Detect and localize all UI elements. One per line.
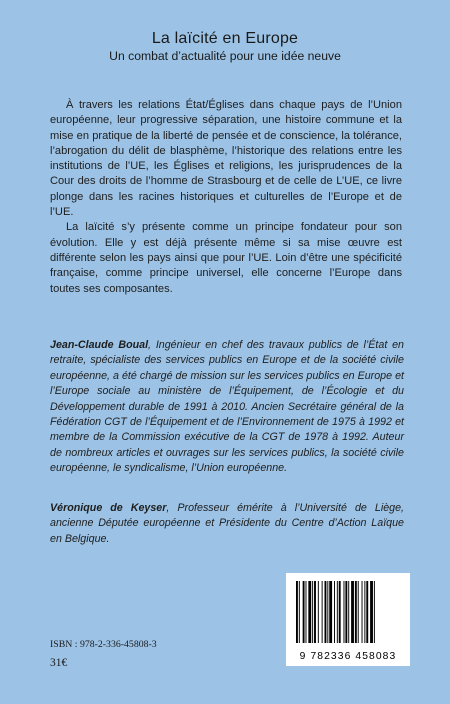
barcode-bar [296, 581, 298, 643]
barcode-bar [351, 581, 354, 643]
barcode-bar [374, 581, 375, 643]
author-name: Véronique de Keyser [50, 502, 167, 514]
book-title: La laïcité en Europe [151, 30, 299, 47]
barcode-bar [303, 581, 305, 643]
barcode-bar [344, 581, 345, 643]
price-label: 31€ [50, 657, 68, 669]
barcode-bar [358, 581, 359, 643]
barcode-bar [318, 581, 319, 643]
author-bio-boual [50, 338, 404, 477]
barcode-bar [345, 581, 347, 643]
barcode-bar [339, 581, 341, 643]
barcode-bar [312, 581, 313, 643]
barcode-bar [370, 581, 373, 643]
barcode-bar [314, 581, 316, 643]
barcode-bar [327, 581, 328, 643]
isbn-label: ISBN : 978-2-336-45808-3 [50, 639, 157, 650]
author-description: , Ingénieur en chef des travaux publics de l’État en retraite, spécialiste des services publics en Europe et de la société civile européenne, a été chargé de mission sur les services publics en Europe et l’Europe sociale au ministère de l’Équipement, de l’Écologie et du Développement durable de 1991 à 2010. Ancien Secrétaire général de la Fédération CGT de l’Équipement et de l’Environnement de 1975 à 1992 et membre de la Commission exécutive de la CGT de 1978 à 1992. Auteur de nombreux articles et ouvrages sur les services publics, la société civile européenne, le syndicalisme, l’Union européenne. [50, 339, 404, 475]
author-name: Jean-Claude Boual [50, 339, 149, 351]
barcode-bar [299, 581, 300, 643]
barcode-bar [366, 581, 368, 643]
barcode-bar [364, 581, 365, 643]
barcode-bar [306, 581, 307, 643]
barcode [286, 573, 410, 666]
barcode-bar [329, 581, 332, 643]
book-blurb [50, 98, 402, 297]
barcode-bar [348, 581, 349, 643]
book-subtitle: Un combat d’actualité pour une idée neuve [109, 49, 341, 63]
blurb-paragraph: À travers les relations État/Églises dans chaque pays de l’Union européenne, leur progressive séparation, une histoire commune et la mise en pratique de la liberté de pensée et de conscience, la tolérance, l’abrogation du délit de blasphème, l’historique des relations entre les institutions de l’UE, les Églises et religions, les jurisprudences de la Cour des droits de l’homme de Strasbourg et de celle de L’UE, ce livre plonge dans les racines historiques et culturelles de l’Europe et de l’UE. [50, 99, 402, 219]
barcode-bar [334, 581, 335, 643]
barcode-digits: 9 782336 458083 [299, 651, 397, 662]
author-description: , Professeur émérite à l’Université de Liège, ancienne Députée européenne et Présidente du Centre d’Action Laïque en Belgique. [50, 502, 404, 545]
barcode-bar [308, 581, 311, 643]
blurb-paragraph: La laïcité s’y présente comme un principe fondateur pour son évolution. Elle y est déjà présente même si sa mise œuvre est différente selon les pays ainsi que pour l’UE. Loin d’être une spécificité française, comme principe universel, elle concerne l’Europe dans toutes ses composantes. [50, 221, 402, 295]
cover-header [0, 29, 450, 64]
barcode-bar [325, 581, 327, 643]
barcode-bar [337, 581, 338, 643]
barcode-bar [362, 581, 363, 643]
barcode-bar [322, 581, 323, 643]
author-bio-keyser [50, 501, 404, 547]
barcode-bars [294, 581, 402, 643]
barcode-bar [355, 581, 357, 643]
